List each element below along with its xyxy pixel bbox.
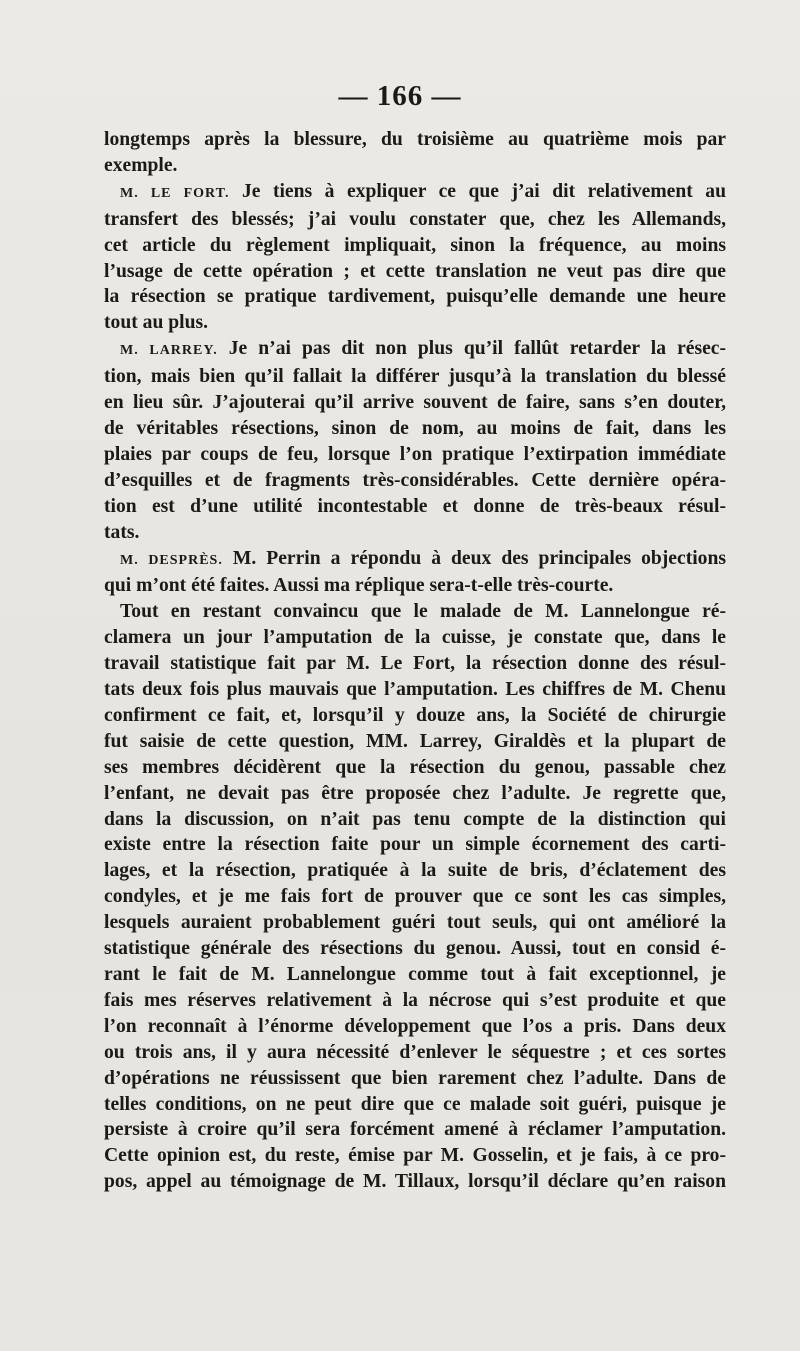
text-line: fut saisie de cette question, MM. Larrey, Giraldès et la plupart de: [104, 730, 726, 752]
text-line: [104, 546, 726, 574]
text-line: d’esquilles et de fragments très-considérables. Cette dernière opéra-: [104, 469, 726, 491]
text-line: existe entre la résection faite pour un simple écornement des carti-: [104, 834, 726, 856]
text-line: tats.: [104, 521, 140, 543]
text-line: [104, 336, 726, 364]
text-line: ses membres décidèrent que la résection du genou, passable chez: [104, 756, 726, 778]
speaker-name: M. LE FORT.: [120, 185, 230, 201]
line-text: Je tiens à expliquer ce que j’ai dit relativement au: [229, 180, 727, 202]
text-line: la résection se pratique tardivement, puisqu’elle demande une heure: [104, 286, 726, 308]
text-line: fais mes réserves relativement à la nécrose qui s’est produite et que: [104, 989, 726, 1011]
text-line: en lieu sûr. J’ajouterai qu’il arrive souvent de faire, sans s’en douter,: [104, 392, 726, 414]
text-line: plaies par coups de feu, lorsque l’on pratique l’extirpation immédiate: [104, 443, 726, 465]
text-line: longtemps après la blessure, du troisième au quatrième mois par: [104, 129, 726, 150]
body-text: [104, 127, 726, 1195]
text-line: d’opérations ne réussissent que bien rarement chez l’adulte. Dans de: [104, 1067, 726, 1089]
text-line: [104, 179, 726, 207]
text-line: transfert des blessés; j’ai voulu constater que, chez les Allemands,: [104, 208, 726, 230]
text-line: Cette opinion est, du reste, émise par M. Gosselin, et je fais, à ce pro-: [104, 1145, 726, 1167]
text-line: tion est d’une utilité incontestable et donne de très-beaux résul-: [104, 495, 726, 517]
text-line: cet article du règlement impliquait, sinon la fréquence, au moins: [104, 234, 726, 256]
page-number: — 166 —: [338, 80, 462, 112]
text-line: qui m’ont été faites. Aussi ma réplique sera-t-elle très-courte.: [104, 575, 614, 597]
text-line: Tout en restant convaincu que le malade de M. Lannelongue ré-: [120, 601, 726, 623]
text-line: de véritables résections, sinon de nom, au moins de fait, dans les: [104, 417, 726, 439]
text-line: persiste à croire qu’il sera forcément amené à réclamer l’amputation.: [104, 1119, 726, 1141]
text-line: l’usage de cette opération ; et cette translation ne veut pas dire que: [104, 260, 726, 282]
text-line: tout au plus.: [104, 312, 208, 334]
text-line: pos, appel au témoignage de M. Tillaux, lorsqu’il déclare qu’en raison: [104, 1171, 726, 1193]
line-text: Je n’ai pas dit non plus qu’il fallût retarder la résec-: [217, 338, 727, 360]
text-line: condyles, et je me fais fort de prouver que ce sont les cas simples,: [104, 886, 726, 908]
speaker-name: M. DESPRÈS.: [120, 552, 223, 568]
text-line: l’enfant, ne devait pas être proposée chez l’adulte. Je regrette que,: [104, 782, 726, 804]
text-line: telles conditions, on ne peut dire que ce malade soit guéri, puisque je: [104, 1093, 726, 1115]
text-line: tion, mais bien qu’il fallait la différer jusqu’à la translation du blessé: [104, 366, 726, 388]
text-line: clamera un jour l’amputation de la cuisse, je constate que, dans le: [104, 627, 726, 649]
speaker-name: M. LARREY.: [120, 343, 218, 359]
line-text: M. Perrin a répondu à deux des principales objections: [222, 547, 726, 569]
text-line: confirment ce fait, et, lorsqu’il y douze ans, la Société de chirurgie: [104, 704, 726, 726]
text-line: dans la discussion, on n’ait pas tenu compte de la distinction qui: [104, 808, 726, 830]
text-line: lages, et la résection, pratiquée à la suite de bris, d’éclatement des: [104, 860, 726, 882]
text-line: exemple.: [104, 154, 178, 176]
text-line: rant le fait de M. Lannelongue comme tout à fait exceptionnel, je: [104, 964, 726, 985]
text-line: statistique générale des résections du genou. Aussi, tout en consid é-: [104, 938, 726, 960]
text-line: lesquels auraient probablement guéri tout seuls, qui ont amélioré la: [104, 912, 726, 934]
text-line: ou trois ans, il y aura nécessité d’enlever le séquestre ; et ces sortes: [104, 1041, 726, 1063]
text-line: tats deux fois plus mauvais que l’amputation. Les chiffres de M. Chenu: [104, 679, 726, 701]
text-line: l’on reconnaît à l’énorme développement que l’os a pris. Dans deux: [104, 1015, 726, 1037]
text-line: travail statistique fait par M. Le Fort, la résection donne des résul-: [104, 653, 726, 675]
